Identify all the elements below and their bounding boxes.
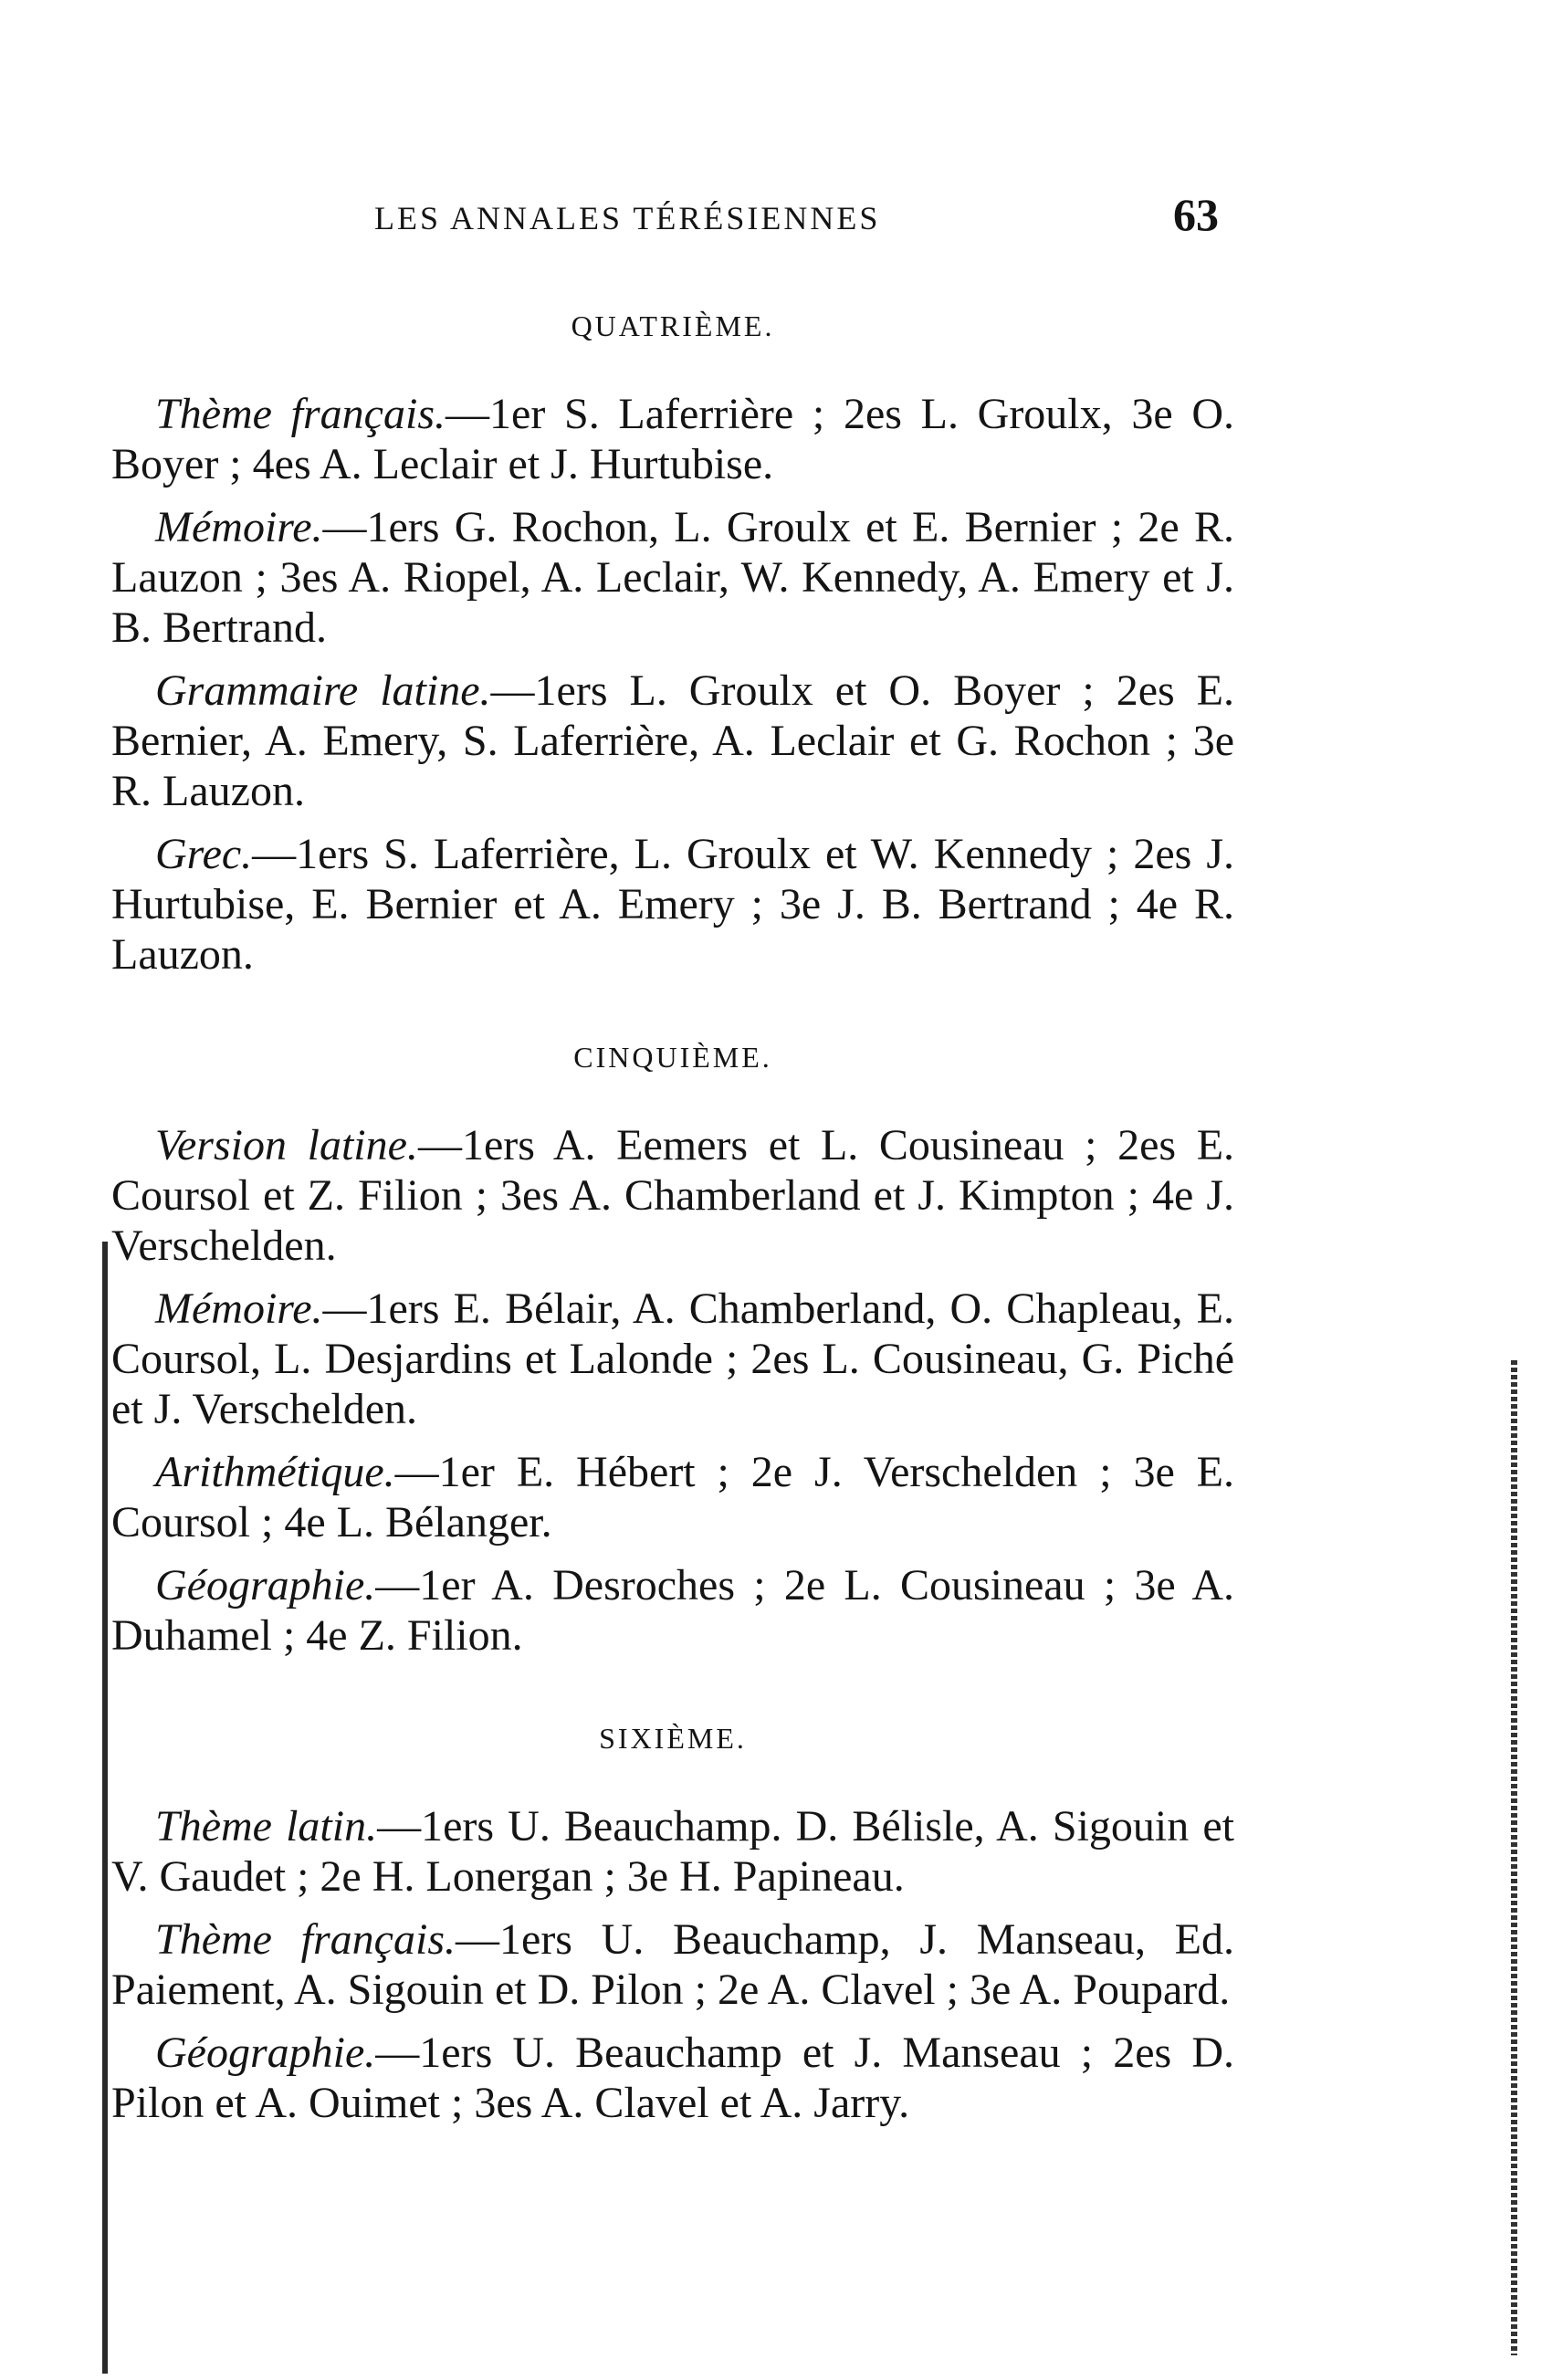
prize-entry xyxy=(111,829,1234,980)
prize-entry xyxy=(111,2028,1234,2128)
entry-text: —1ers L. Groulx et O. Boyer ; 2es E. Bernier, A. Emery, S. Laferrière, A. Leclair et G. Rochon ; 3e R. Lauzon. xyxy=(111,666,1234,815)
prize-entry xyxy=(111,666,1234,816)
section-sixieme xyxy=(111,1715,1234,2128)
binding-edge xyxy=(102,1242,108,2374)
running-title: LES ANNALES TÉRÉSIENNES xyxy=(374,200,881,236)
entry-text: —1er A. Desroches ; 2e L. Cousineau ; 3e A. Duhamel ; 4e Z. Filion. xyxy=(111,1561,1234,1660)
prize-entry xyxy=(111,1914,1234,2015)
subject-label: Grec. xyxy=(155,830,253,878)
subject-label: Géographie. xyxy=(155,2029,376,2077)
subject-label: Thème latin. xyxy=(155,1802,378,1851)
subject-label: Géographie. xyxy=(155,1561,376,1609)
section-heading: CINQUIÈME. xyxy=(573,1041,772,1074)
section-heading: QUATRIÈME. xyxy=(571,309,775,342)
entry-text: —1er E. Hébert ; 2e J. Verschelden ; 3e E. Coursol ; 4e L. Bélanger. xyxy=(111,1448,1234,1546)
page-body xyxy=(111,292,1234,2141)
subject-label: Arithmétique. xyxy=(155,1448,395,1496)
prize-entry xyxy=(111,1120,1234,1271)
subject-label: Mémoire. xyxy=(155,1284,323,1333)
prize-entry xyxy=(111,502,1234,653)
page-edge-mark xyxy=(1511,1360,1517,2355)
prize-entry xyxy=(111,1801,1234,1902)
entry-text: —1ers G. Rochon, L. Groulx et E. Bernier ; 2e R. Lauzon ; 3es A. Riopel, A. Leclair, W. Kennedy, A. Emery et J. B. Bertrand. xyxy=(111,503,1234,652)
section-quatrieme xyxy=(111,303,1234,980)
entry-text: —1ers U. Beauchamp, J. Manseau, Ed. Paiement, A. Sigouin et D. Pilon ; 2e A. Clavel ; 3e A. Poupard. xyxy=(111,1915,1234,2014)
section-gap xyxy=(111,1673,1234,1704)
entry-text: —1ers S. Laferrière, L. Groulx et W. Kennedy ; 2es J. Hurtubise, E. Bernier et A. Emery ; 3e J. B. Bertrand ; 4e R. Lauzon. xyxy=(111,830,1234,979)
entry-text: —1ers U. Beauchamp. D. Bélisle, A. Sigouin et V. Gaudet ; 2e H. Lonergan ; 3e H. Papineau. xyxy=(111,1802,1234,1901)
subject-label: Thème français. xyxy=(155,390,446,438)
entry-text: —1ers E. Bélair, A. Chamberland, O. Chapleau, E. Coursol, L. Desjardins et Lalonde ; 2es L. Cousineau, G. Piché et J. Verschelden. xyxy=(111,1284,1234,1433)
subject-label: Mémoire. xyxy=(155,503,323,551)
prize-entry xyxy=(111,1284,1234,1434)
prize-entry xyxy=(111,1447,1234,1547)
prize-entry xyxy=(111,389,1234,489)
page-number: 63 xyxy=(1173,189,1219,240)
entry-text: —1ers U. Beauchamp et J. Manseau ; 2es D. Pilon et A. Ouimet ; 3es A. Clavel et A. Jarry. xyxy=(111,2029,1234,2127)
entry-text: —1ers A. Eemers et L. Cousineau ; 2es E. Coursol et Z. Filion ; 3es A. Chamberland et J. Kimpton ; 4e J. Verschelden. xyxy=(111,1121,1235,1270)
subject-label: Version latine. xyxy=(155,1121,418,1169)
subject-label: Grammaire latine. xyxy=(155,666,491,715)
prize-entry xyxy=(111,1560,1234,1661)
subject-label: Thème français. xyxy=(155,1915,456,1964)
section-cinquieme xyxy=(111,1034,1234,1661)
running-head xyxy=(374,189,1251,254)
section-gap xyxy=(111,992,1234,1023)
entry-text: —1er S. Laferrière ; 2es L. Groulx, 3e O. Boyer ; 4es A. Leclair et J. Hurtubise. xyxy=(111,390,1235,488)
section-heading: SIXIÈME. xyxy=(599,1722,747,1755)
